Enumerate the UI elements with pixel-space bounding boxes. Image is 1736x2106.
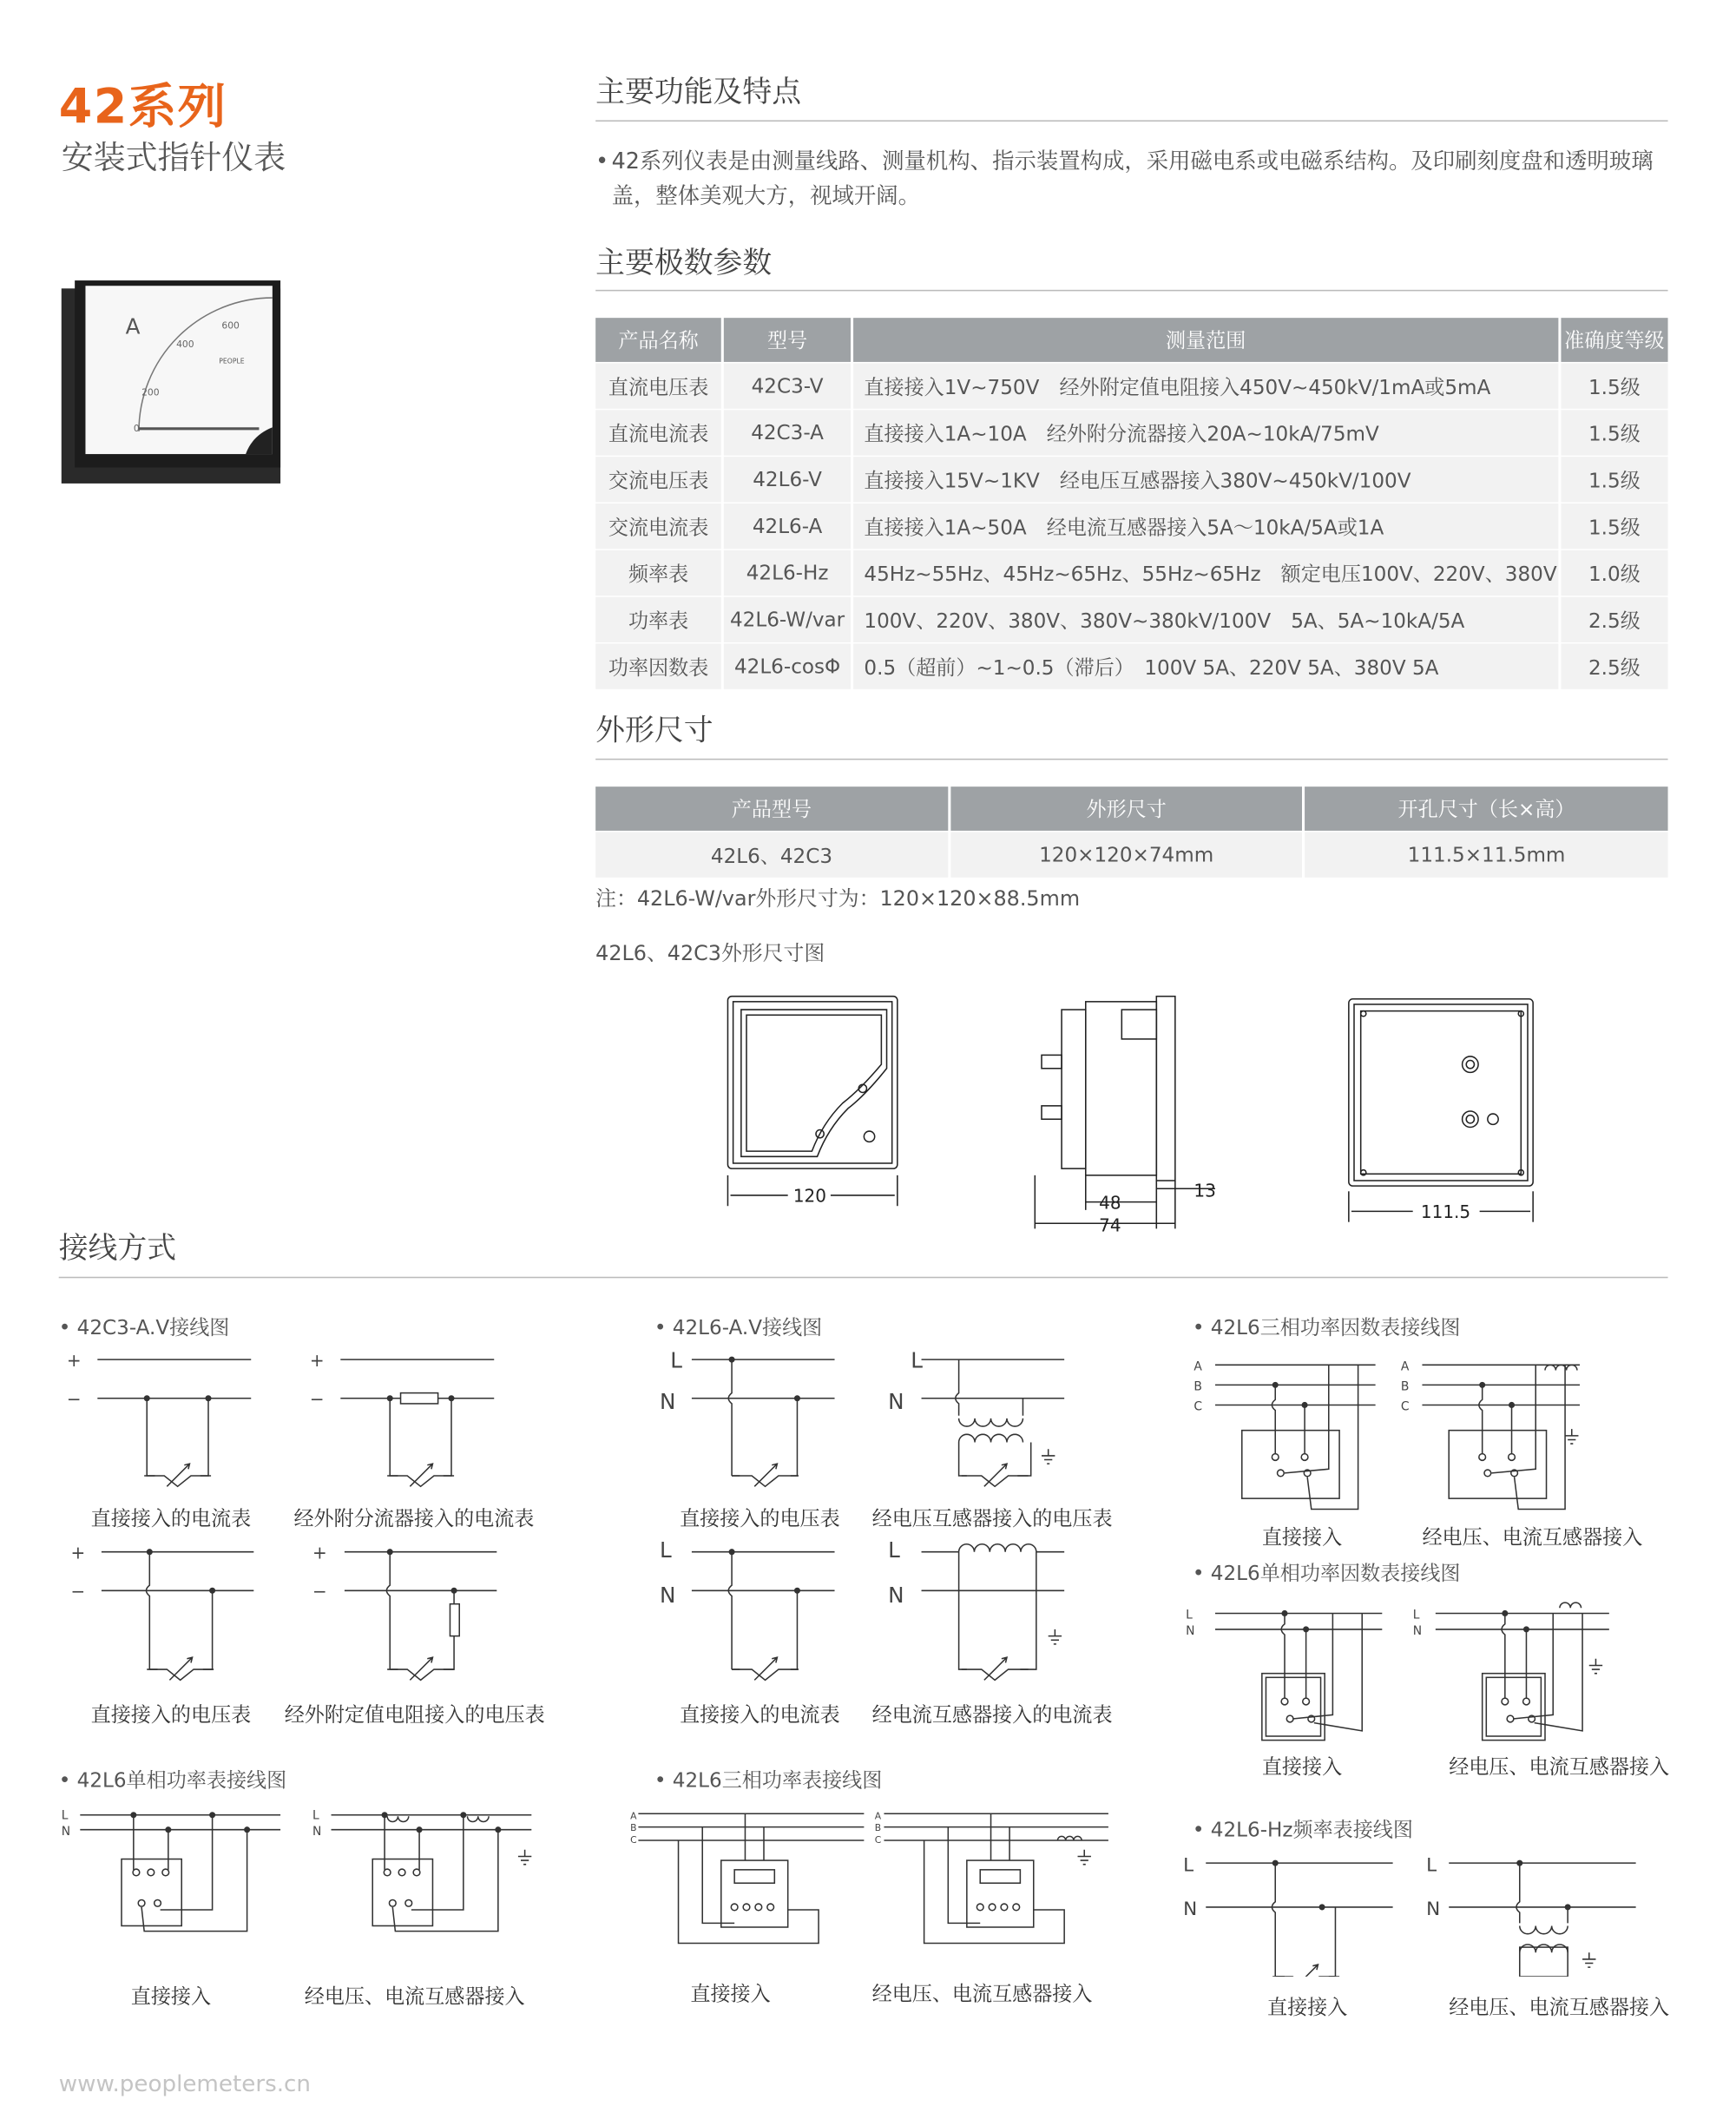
wire bbox=[732, 1590, 797, 1669]
terminal-icon bbox=[405, 1899, 412, 1906]
table-cell: 2.5级 bbox=[1561, 644, 1667, 689]
diagram-caption: 经电压、电流互感器接入 bbox=[304, 1984, 525, 2009]
wiring-heading: 接线方式 bbox=[58, 1232, 177, 1267]
meter-symbol bbox=[732, 1669, 799, 1680]
divider bbox=[595, 290, 1667, 292]
table-cell: 直流电流表 bbox=[595, 410, 721, 455]
junction-dot bbox=[1272, 1860, 1278, 1866]
wire bbox=[345, 1552, 496, 1591]
wire bbox=[692, 1359, 835, 1399]
terminal-label: N bbox=[659, 1389, 676, 1415]
wire bbox=[1272, 1863, 1275, 1977]
table-cell: 111.5×11.5mm bbox=[1305, 832, 1668, 877]
terminal-icon bbox=[389, 1899, 396, 1906]
wire bbox=[1215, 1613, 1382, 1629]
wire bbox=[80, 1815, 280, 1830]
wire bbox=[728, 1552, 732, 1669]
terminal-label: + bbox=[70, 1542, 86, 1563]
terminal-icon bbox=[384, 1869, 391, 1876]
table-cell: 1.5级 bbox=[1561, 457, 1667, 502]
terminal-label: N bbox=[1426, 1899, 1441, 1921]
wire bbox=[134, 1815, 247, 1932]
meter-unit-label: A bbox=[125, 313, 141, 339]
column-header: 开孔尺寸（长×高） bbox=[1305, 786, 1668, 831]
wire bbox=[1292, 1613, 1362, 1730]
terminal-label: L bbox=[659, 1537, 672, 1563]
meter-brand-logo: PEOPLE bbox=[219, 357, 245, 365]
terminal-label: N bbox=[61, 1824, 71, 1839]
column-header: 型号 bbox=[724, 318, 851, 362]
diagram-caption: 直接接入 bbox=[1266, 1995, 1348, 2020]
wire bbox=[97, 1399, 251, 1476]
wire bbox=[1491, 1365, 1565, 1509]
junction-dot bbox=[144, 1396, 149, 1401]
terminal-label: A bbox=[630, 1810, 637, 1822]
junction-dot bbox=[206, 1396, 211, 1401]
table-cell: 交流电流表 bbox=[595, 503, 721, 549]
table-row bbox=[595, 550, 1667, 596]
diagram-caption: 直接接入的电压表 bbox=[680, 1506, 840, 1531]
table-row bbox=[595, 832, 1667, 877]
back-view bbox=[1349, 999, 1533, 1222]
footer-url: www.peoplemeters.cn bbox=[58, 2071, 312, 2098]
meter-display bbox=[980, 1870, 1020, 1883]
wire bbox=[340, 1399, 494, 1476]
wire bbox=[924, 1813, 1065, 1943]
table-cell: 42L6-Hz bbox=[724, 550, 851, 596]
wiring-group-title: • 42L6三相功率因数表接线图 bbox=[1192, 1315, 1461, 1340]
features-bullet bbox=[595, 144, 1677, 214]
table-cell: 频率表 bbox=[595, 550, 721, 596]
table-cell: 1.5级 bbox=[1561, 503, 1667, 549]
transformer-coil-icon bbox=[959, 1434, 1023, 1442]
wire bbox=[149, 1590, 212, 1669]
resistor-icon bbox=[401, 1393, 438, 1404]
table-cell: 直接接入1A~50A 经电流互感器接入5A～10kA/5A或1A bbox=[853, 503, 1558, 549]
terminal-icon bbox=[1301, 1454, 1308, 1461]
features-text: 42系列仪表是由测量线路、测量机构、指示装置构成，采用磁电系或电磁系结构。及印刷刻度盘和透明玻璃盖，整体美观大方，视域开阔。 bbox=[611, 148, 1654, 208]
table-cell: 42L6-W/var bbox=[724, 597, 851, 642]
terminal-label: − bbox=[66, 1388, 82, 1410]
dimension-drawings bbox=[707, 982, 1562, 1249]
terminal-label: C bbox=[630, 1834, 637, 1846]
meter-box bbox=[1449, 1431, 1546, 1498]
terminal-icon bbox=[755, 1904, 762, 1911]
wire bbox=[956, 1359, 959, 1416]
wire bbox=[692, 1552, 835, 1591]
table-row bbox=[595, 503, 1667, 549]
meter-box bbox=[1242, 1431, 1339, 1498]
table-cell: 42L6-A bbox=[724, 503, 851, 549]
terminal-icon bbox=[398, 1869, 405, 1876]
column-header: 产品名称 bbox=[595, 318, 721, 362]
meter-tick-label: 200 bbox=[141, 386, 160, 398]
meter-symbol bbox=[387, 1476, 454, 1486]
terminal-label: N bbox=[1186, 1624, 1195, 1639]
terminal-icon bbox=[743, 1904, 750, 1911]
meter-arrow-icon bbox=[410, 1657, 432, 1680]
dimension-label: 13 bbox=[1194, 1180, 1216, 1201]
terminal-label: B bbox=[1400, 1379, 1410, 1394]
terminal-icon bbox=[731, 1904, 738, 1911]
table-cell: 42L6-cosΦ bbox=[724, 644, 851, 689]
terminal-label: A bbox=[874, 1810, 882, 1822]
wire bbox=[1215, 1365, 1376, 1405]
wire bbox=[102, 1552, 253, 1591]
wiring-group-title: • 42L6单相功率因数表接线图 bbox=[1192, 1561, 1461, 1586]
column-header: 准确度等级 bbox=[1561, 318, 1667, 362]
terminal-label: C bbox=[1400, 1399, 1410, 1414]
wiring-group-title: • 42L6-A.V接线图 bbox=[654, 1315, 823, 1340]
diagram-caption: 直接接入的电流表 bbox=[680, 1702, 840, 1728]
meter-symbol bbox=[962, 1476, 1029, 1486]
diagram-caption: 经外附定值电阻接入的电压表 bbox=[284, 1702, 545, 1728]
terminal-icon bbox=[1509, 1454, 1516, 1461]
junction-dot bbox=[1517, 1860, 1522, 1866]
dimension-label: 74 bbox=[1099, 1214, 1121, 1236]
table-cell: 2.5级 bbox=[1561, 597, 1667, 642]
diagram-caption: 经电压互感器接入的电压表 bbox=[871, 1506, 1113, 1531]
table-cell: 42L6-V bbox=[724, 457, 851, 502]
wire bbox=[1281, 1613, 1285, 1698]
terminal-label: − bbox=[70, 1580, 86, 1602]
junction-dot bbox=[148, 1550, 153, 1555]
wire bbox=[1516, 1863, 1520, 1923]
wire bbox=[1502, 1613, 1505, 1698]
bullet-dot: • bbox=[595, 148, 609, 174]
terminal-label: L bbox=[61, 1808, 69, 1823]
table-cell: 42C3-A bbox=[724, 410, 851, 455]
junction-dot bbox=[210, 1589, 215, 1594]
meter-symbol bbox=[387, 1669, 454, 1680]
wire bbox=[385, 1815, 498, 1932]
meter-arrow-icon bbox=[1295, 1965, 1318, 1977]
junction-dot bbox=[451, 1589, 457, 1594]
terminal-icon bbox=[138, 1899, 145, 1906]
junction-dot bbox=[1565, 1905, 1570, 1910]
wiring-group-title-text: 42L6单相功率表接线图 bbox=[76, 1767, 287, 1793]
terminal-label: B bbox=[874, 1822, 882, 1834]
transformer-coil-icon bbox=[467, 1816, 489, 1821]
terminal-icon bbox=[1286, 1715, 1293, 1722]
wiring-group-title-text: 42C3-A.V接线图 bbox=[76, 1315, 230, 1340]
table-row bbox=[595, 597, 1667, 642]
params-table bbox=[593, 317, 1671, 691]
table-header-row bbox=[595, 318, 1667, 362]
junction-dot bbox=[387, 1550, 392, 1555]
meter-arrow-icon bbox=[410, 1464, 432, 1486]
terminal-label: L bbox=[670, 1347, 683, 1373]
terminal-label: L bbox=[1426, 1854, 1437, 1877]
column-header: 外形尺寸 bbox=[950, 786, 1303, 831]
terminal-label: N bbox=[888, 1389, 904, 1415]
wire bbox=[679, 1813, 819, 1943]
ground-icon bbox=[1042, 1449, 1055, 1464]
terminal-label: N bbox=[888, 1583, 904, 1609]
diagram-caption: 直接接入的电压表 bbox=[90, 1702, 252, 1728]
terminal-label: N bbox=[659, 1583, 676, 1609]
diagram-caption: 经外附分流器接入的电流表 bbox=[293, 1506, 535, 1531]
terminal-icon bbox=[1502, 1698, 1509, 1705]
wiring-group-title-text: 42L6单相功率因数表接线图 bbox=[1210, 1561, 1461, 1586]
junction-dot bbox=[387, 1396, 392, 1401]
terminal-icon bbox=[1507, 1715, 1514, 1722]
wire bbox=[728, 1359, 732, 1476]
terminal-icon bbox=[989, 1904, 996, 1911]
table-row bbox=[595, 457, 1667, 502]
meter-symbol bbox=[147, 1669, 214, 1680]
meter-symbol bbox=[144, 1476, 211, 1486]
wire bbox=[386, 1552, 390, 1669]
dimensions-heading: 外形尺寸 bbox=[595, 714, 713, 748]
terminal-icon bbox=[976, 1904, 983, 1911]
terminal-label: + bbox=[312, 1542, 327, 1563]
diagram-caption: 直接接入 bbox=[1261, 1524, 1343, 1550]
dimension-label: 111.5 bbox=[1420, 1201, 1471, 1223]
terminal-icon bbox=[1523, 1698, 1530, 1705]
transformer-coil-icon bbox=[1520, 1925, 1568, 1933]
column-header: 产品型号 bbox=[595, 786, 948, 831]
wire bbox=[1449, 1863, 1635, 1907]
terminal-label: A bbox=[1194, 1359, 1202, 1374]
table-cell: 1.5级 bbox=[1561, 363, 1667, 408]
terminal-icon bbox=[1303, 1698, 1310, 1705]
meter-box-inner bbox=[1486, 1677, 1541, 1736]
table-cell: 45Hz~55Hz、45Hz~65Hz、55Hz~65Hz 额定电压100V、220V、380V bbox=[853, 550, 1558, 596]
meter-arrow-icon bbox=[754, 1657, 777, 1680]
meter-symbol bbox=[732, 1476, 799, 1486]
meter-symbol bbox=[962, 1669, 1029, 1680]
meter-box-inner bbox=[1266, 1677, 1320, 1736]
ground-icon bbox=[1582, 1952, 1595, 1967]
dimension-label: 48 bbox=[1099, 1192, 1121, 1214]
table-cell: 直接接入1V~750V 经外附定值电阻接入450V~450kV/1mA或5mA bbox=[853, 363, 1558, 408]
junction-dot bbox=[449, 1396, 454, 1401]
wire bbox=[390, 1590, 454, 1669]
ground-icon bbox=[518, 1850, 531, 1865]
table-cell: 0.5（超前）~1~0.5（滞后） 100V 5A、220V 5A、380V 5A bbox=[853, 644, 1558, 689]
wire bbox=[1275, 1907, 1335, 1977]
wire bbox=[922, 1552, 1065, 1591]
terminal-icon bbox=[148, 1869, 155, 1876]
wire bbox=[1513, 1613, 1582, 1730]
ground-icon bbox=[1565, 1429, 1578, 1444]
transformer-coil-icon bbox=[959, 1418, 1023, 1426]
wire bbox=[332, 1815, 532, 1830]
terminal-icon bbox=[133, 1869, 140, 1876]
terminal-label: B bbox=[1194, 1379, 1202, 1394]
wiring-group-title: • 42L6三相功率表接线图 bbox=[654, 1767, 883, 1793]
table-cell: 42L6、42C3 bbox=[595, 832, 948, 877]
divider bbox=[59, 1277, 1668, 1279]
meter-box bbox=[1520, 1947, 1568, 1977]
meter-tick-label: 0 bbox=[133, 422, 140, 434]
wire bbox=[959, 1443, 1031, 1476]
diagram-caption: 经电压、电流互感器接入 bbox=[1422, 1524, 1643, 1550]
divider bbox=[595, 759, 1667, 760]
meter-box bbox=[1262, 1674, 1325, 1741]
meter-display bbox=[734, 1870, 774, 1883]
table-cell: 1.0级 bbox=[1561, 550, 1667, 596]
table-cell: 功率表 bbox=[595, 597, 721, 642]
ground-icon bbox=[1078, 1850, 1091, 1865]
wire bbox=[1285, 1365, 1358, 1509]
terminal-label: L bbox=[911, 1347, 923, 1373]
wire bbox=[922, 1359, 1065, 1399]
terminal-icon bbox=[1272, 1454, 1279, 1461]
side-view bbox=[1035, 997, 1216, 1236]
series-subtitle: 安装式指针仪表 bbox=[61, 138, 286, 177]
table-cell: 交流电压表 bbox=[595, 457, 721, 502]
transformer-coil-icon bbox=[1545, 1365, 1577, 1370]
meter-box bbox=[1483, 1674, 1545, 1741]
wiring-group-title: • 42L6-Hz频率表接线图 bbox=[1192, 1817, 1413, 1842]
table-cell: 直接接入15V~1KV 经电压互感器接入380V~450kV/100V bbox=[853, 457, 1558, 502]
wire bbox=[732, 1399, 797, 1476]
transformer-coil-icon bbox=[387, 1816, 409, 1821]
meter-arrow-icon bbox=[167, 1464, 189, 1486]
terminal-label: L bbox=[1183, 1854, 1194, 1877]
junction-dot bbox=[729, 1357, 734, 1362]
transformer-coil-icon bbox=[959, 1544, 1036, 1552]
drawing-title: 42L6、42C3外形尺寸图 bbox=[595, 941, 825, 966]
junction-dot bbox=[795, 1396, 800, 1401]
terminal-icon bbox=[1484, 1470, 1491, 1477]
dimensions-table bbox=[593, 786, 1671, 879]
terminal-icon bbox=[1013, 1904, 1020, 1911]
table-row bbox=[595, 363, 1667, 408]
wire bbox=[1422, 1365, 1580, 1405]
product-image bbox=[59, 278, 286, 489]
column-header: 测量范围 bbox=[853, 318, 1558, 362]
diagram-caption: 经电压、电流互感器接入 bbox=[871, 1982, 1093, 2006]
meter-arrow-icon bbox=[984, 1657, 1007, 1680]
diagram-caption: 直接接入 bbox=[130, 1984, 212, 2009]
table-cell: 120×120×74mm bbox=[950, 832, 1303, 877]
table-row bbox=[595, 644, 1667, 689]
diagram-caption: 经电压、电流互感器接入 bbox=[1449, 1995, 1670, 2020]
terminal-label: N bbox=[1412, 1624, 1423, 1639]
features-heading: 主要功能及特点 bbox=[595, 76, 802, 110]
junction-dot bbox=[1319, 1905, 1325, 1910]
terminal-icon bbox=[413, 1869, 420, 1876]
transformer-coil-icon bbox=[1560, 1603, 1581, 1608]
table-cell: 直流电压表 bbox=[595, 363, 721, 408]
table-cell: 功率因数表 bbox=[595, 644, 721, 689]
diagram-caption: 经电流互感器接入的电流表 bbox=[871, 1702, 1113, 1728]
terminal-label: L bbox=[1412, 1608, 1420, 1622]
terminal-label: N bbox=[312, 1824, 322, 1839]
ground-icon bbox=[1049, 1629, 1062, 1644]
wire bbox=[146, 1552, 149, 1669]
front-view bbox=[727, 997, 897, 1207]
terminal-label: + bbox=[309, 1349, 325, 1371]
wiring-group-title-text: 42L6三相功率表接线图 bbox=[672, 1767, 883, 1793]
wiring-group-title-text: 42L6-A.V接线图 bbox=[672, 1315, 823, 1340]
table-cell: 1.5级 bbox=[1561, 410, 1667, 455]
terminal-icon bbox=[767, 1904, 774, 1911]
terminal-label: − bbox=[309, 1388, 325, 1410]
table-header-row bbox=[595, 786, 1667, 831]
terminal-label: − bbox=[312, 1580, 327, 1602]
terminal-label: + bbox=[66, 1349, 82, 1371]
meter-tick-label: 400 bbox=[176, 338, 194, 350]
terminal-icon bbox=[1479, 1454, 1486, 1461]
wiring-group-title-text: 42L6三相功率因数表接线图 bbox=[1210, 1315, 1461, 1340]
wiring-group-title: • 42L6单相功率表接线图 bbox=[58, 1767, 287, 1793]
table-cell: 直接接入1A~10A 经外附分流器接入20A~10kA/75mV bbox=[853, 410, 1558, 455]
meter-arrow-icon bbox=[984, 1464, 1007, 1486]
diagram-caption: 直接接入的电流表 bbox=[90, 1506, 252, 1531]
terminal-icon bbox=[155, 1899, 161, 1906]
terminal-icon bbox=[1281, 1698, 1288, 1705]
wire bbox=[1206, 1863, 1392, 1907]
meter-tick-label: 600 bbox=[221, 319, 240, 332]
terminal-icon bbox=[1278, 1470, 1285, 1477]
terminal-label: L bbox=[888, 1537, 900, 1563]
table-cell: 100V、220V、380V、380V~380kV/100V 5A、5A~10kA/5A bbox=[853, 597, 1558, 642]
table-cell: 42C3-V bbox=[724, 363, 851, 408]
diagram-caption: 经电压、电流互感器接入 bbox=[1449, 1754, 1670, 1780]
resistor-icon bbox=[450, 1604, 459, 1636]
terminal-label: C bbox=[1194, 1399, 1203, 1414]
terminal-label: L bbox=[1186, 1608, 1193, 1622]
terminal-label: A bbox=[1400, 1359, 1410, 1374]
divider bbox=[595, 120, 1667, 122]
diagram-caption: 直接接入 bbox=[1261, 1754, 1343, 1780]
wiring-diagrams bbox=[0, 1335, 1736, 1976]
ground-icon bbox=[1589, 1659, 1602, 1674]
terminal-label: B bbox=[630, 1822, 637, 1834]
junction-dot bbox=[795, 1589, 800, 1594]
meter-arrow-icon bbox=[169, 1657, 192, 1680]
wire bbox=[959, 1552, 1036, 1669]
junction-dot bbox=[729, 1550, 734, 1555]
terminal-icon bbox=[162, 1869, 169, 1876]
dimension-label: 120 bbox=[792, 1185, 827, 1207]
diagram-caption: 直接接入 bbox=[690, 1982, 771, 2006]
terminal-label: C bbox=[874, 1834, 882, 1846]
terminal-label: N bbox=[1183, 1899, 1198, 1921]
wire bbox=[884, 1813, 1108, 1840]
transformer-coil-icon bbox=[1520, 1945, 1568, 1952]
meter-arrow-icon bbox=[754, 1464, 777, 1486]
wire bbox=[1272, 1385, 1275, 1454]
params-heading: 主要极数参数 bbox=[595, 247, 773, 281]
wiring-group-title: • 42C3-A.V接线图 bbox=[58, 1315, 230, 1340]
wire bbox=[1479, 1385, 1483, 1454]
series-title: 42系列 bbox=[58, 80, 227, 135]
table-row bbox=[595, 410, 1667, 455]
wire bbox=[638, 1813, 864, 1840]
terminal-icon bbox=[1001, 1904, 1008, 1911]
dimensions-note: 注：42L6-W/var外形尺寸为：120×120×88.5mm bbox=[595, 886, 1081, 912]
terminal-label: L bbox=[312, 1808, 319, 1823]
wiring-group-title-text: 42L6-Hz频率表接线图 bbox=[1210, 1817, 1413, 1842]
